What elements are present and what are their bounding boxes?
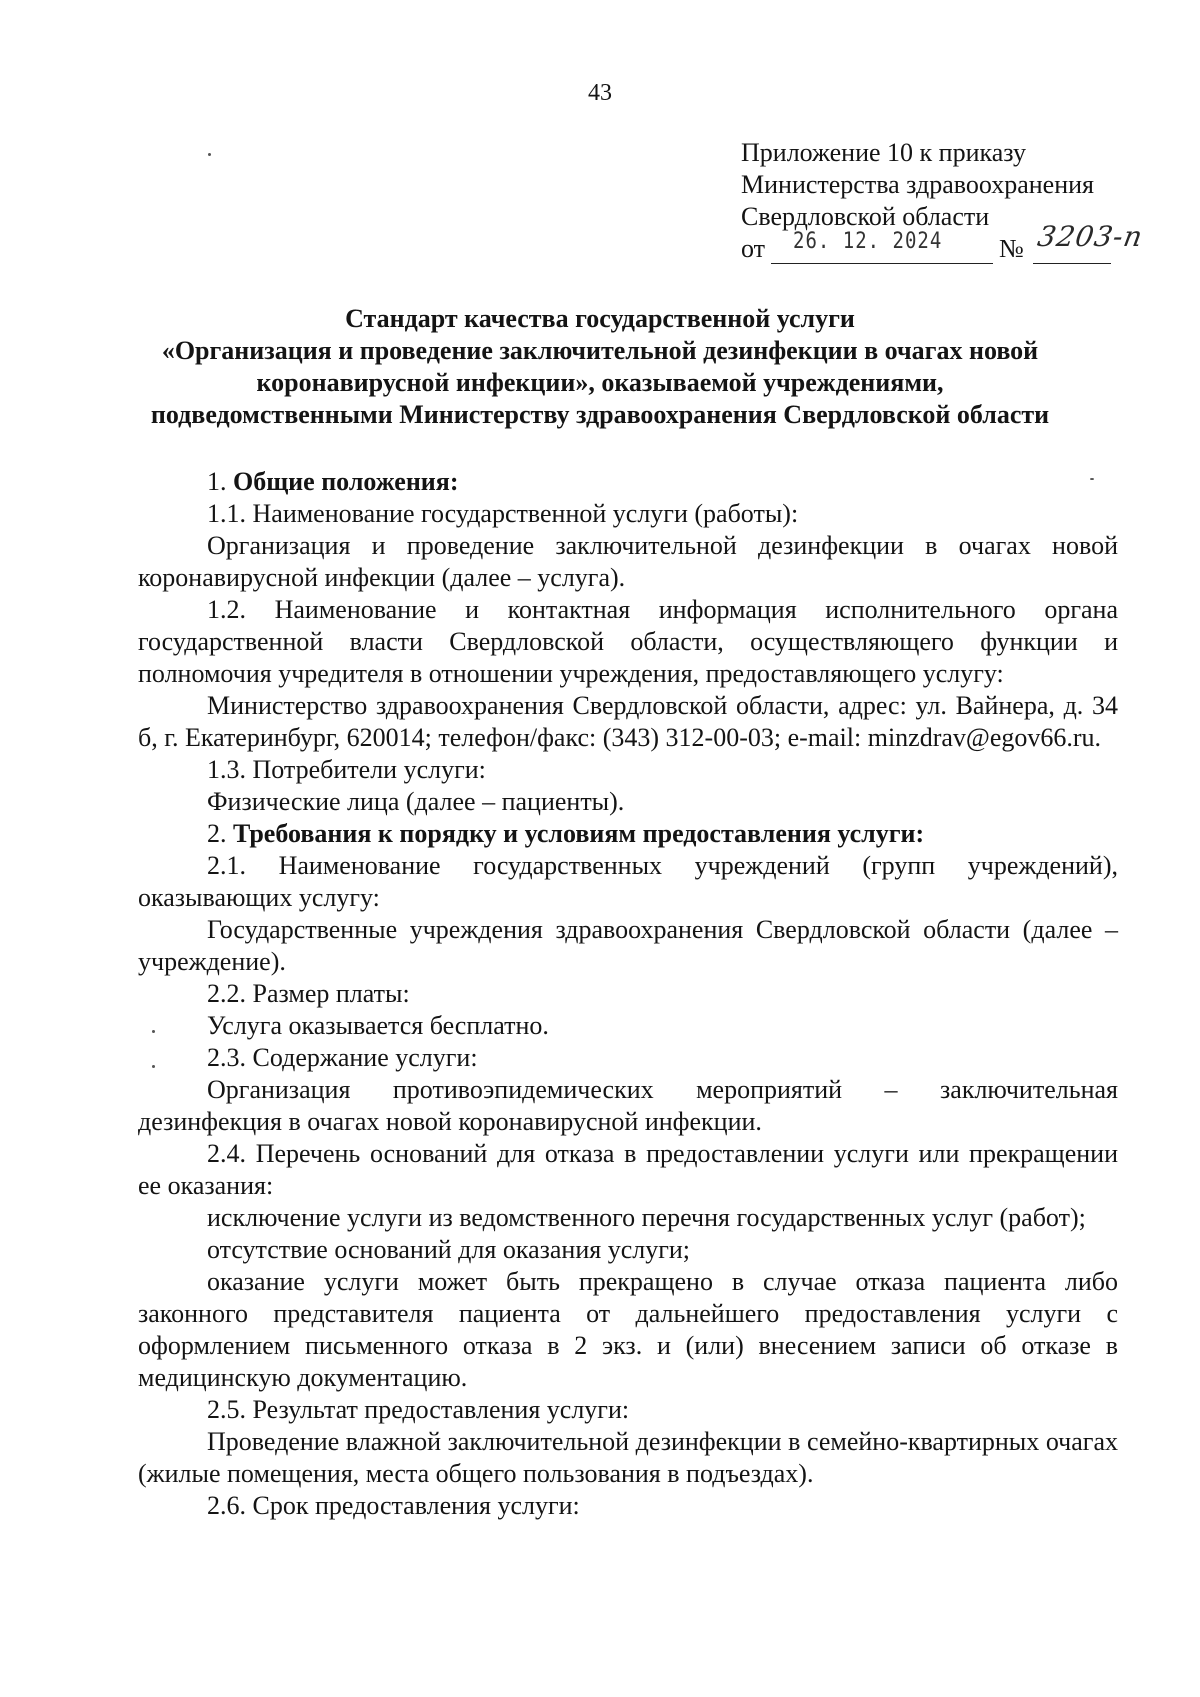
clause-2-2-text: Услуга оказывается бесплатно. <box>207 1011 549 1040</box>
clause-1-2-text: Министерство здравоохранения Свердловской области, адрес: ул. Вайнера, д. 34 б, г. Екатеринбург, 620014; телефон/факс: (343) 312-00-03; e-mail: minzdrav@egov66.ru. <box>138 691 1118 752</box>
section-number: 1. <box>207 467 227 496</box>
clause-1-3: 1.3. Потребители услуги: <box>207 755 486 784</box>
appendix-line: Свердловской области <box>741 202 990 231</box>
order-date-number-line <box>741 220 1171 267</box>
title-line: «Организация и проведение заключительной дезинфекции в очагах новой <box>161 336 1039 365</box>
clause-2-1-text: Государственные учреждения здравоохранения Свердловской области (далее – учреждение). <box>138 915 1118 976</box>
clause-1-1-text: Организация и проведение заключительной дезинфекции в очагах новой коронавирусной инфекции (далее – услуга). <box>138 531 1118 592</box>
page-number: 43 <box>588 80 612 106</box>
clause-2-4-item: отсутствие оснований для оказания услуги; <box>207 1235 691 1264</box>
scan-speck <box>152 1065 155 1068</box>
clause-2-2: 2.2. Размер платы: <box>207 979 410 1008</box>
document-title <box>120 303 1080 431</box>
clause-2-3-text: Организация противоэпидемических мероприятий – заключительная дезинфекция в очагах новой коронавирусной инфекции. <box>138 1075 1118 1136</box>
clause-1-1: 1.1. Наименование государственной услуги (работы): <box>207 499 799 528</box>
appendix-header <box>741 137 1171 267</box>
clause-2-5-text: Проведение влажной заключительной дезинфекции в семейно-квартирных очагах (жилые помещения, места общего пользования в подъездах). <box>138 1427 1118 1488</box>
clause-1-3-text: Физические лица (далее – пациенты). <box>207 787 625 816</box>
title-line: подведомственными Министерству здравоохранения Свердловской области <box>150 400 1050 429</box>
appendix-line: Министерства здравоохранения <box>741 170 1094 199</box>
number-underline <box>1033 263 1111 264</box>
clause-1-2: 1.2. Наименование и контактная информация исполнительного органа государственной власти Свердловской области, осуществляющего функции и полномочия учредителя в отношении учреждения, предоставляющего услугу: <box>138 595 1118 688</box>
date-underline <box>771 263 993 264</box>
clause-2-4: 2.4. Перечень оснований для отказа в предоставлении услуги или прекращении ее оказания: <box>138 1139 1118 1200</box>
scan-speck <box>1090 478 1094 480</box>
scan-speck <box>208 153 211 156</box>
order-number-handwritten: 3203-п <box>1035 220 1146 253</box>
clause-2-1: 2.1. Наименование государственных учреждений (групп учреждений), оказывающих услугу: <box>138 851 1118 912</box>
appendix-line: Приложение 10 к приказу <box>741 138 1027 167</box>
section-number: 2. <box>207 819 227 848</box>
clause-2-3: 2.3. Содержание услуги: <box>207 1043 478 1072</box>
clause-2-5: 2.5. Результат предоставления услуги: <box>207 1395 630 1424</box>
title-line: Стандарт качества государственной услуги <box>345 304 855 333</box>
clause-2-4-item: оказание услуги может быть прекращено в случае отказа пациента либо законного представителя пациента от дальнейшего предоставления услуги с оформлением письменного отказа в 2 экз. и (или) внесением записи об отказе в медицинскую документацию. <box>138 1267 1118 1392</box>
scan-speck <box>152 1030 155 1033</box>
number-label: № <box>999 234 1024 263</box>
section-heading-2 <box>138 818 1118 850</box>
clause-2-4-item: исключение услуги из ведомственного перечня государственных услуг (работ); <box>207 1203 1086 1232</box>
from-label: от <box>741 234 766 263</box>
clause-2-6: 2.6. Срок предоставления услуги: <box>207 1491 580 1520</box>
document-body <box>138 466 1118 1522</box>
section-title: Требования к порядку и условиям предоставления услуги: <box>233 819 925 848</box>
title-line: коронавирусной инфекции», оказываемой учреждениями, <box>256 368 944 397</box>
section-title: Общие положения: <box>233 467 459 496</box>
section-heading-1 <box>138 466 1118 498</box>
order-date-stamp: 26. 12. 2024 <box>793 228 943 254</box>
